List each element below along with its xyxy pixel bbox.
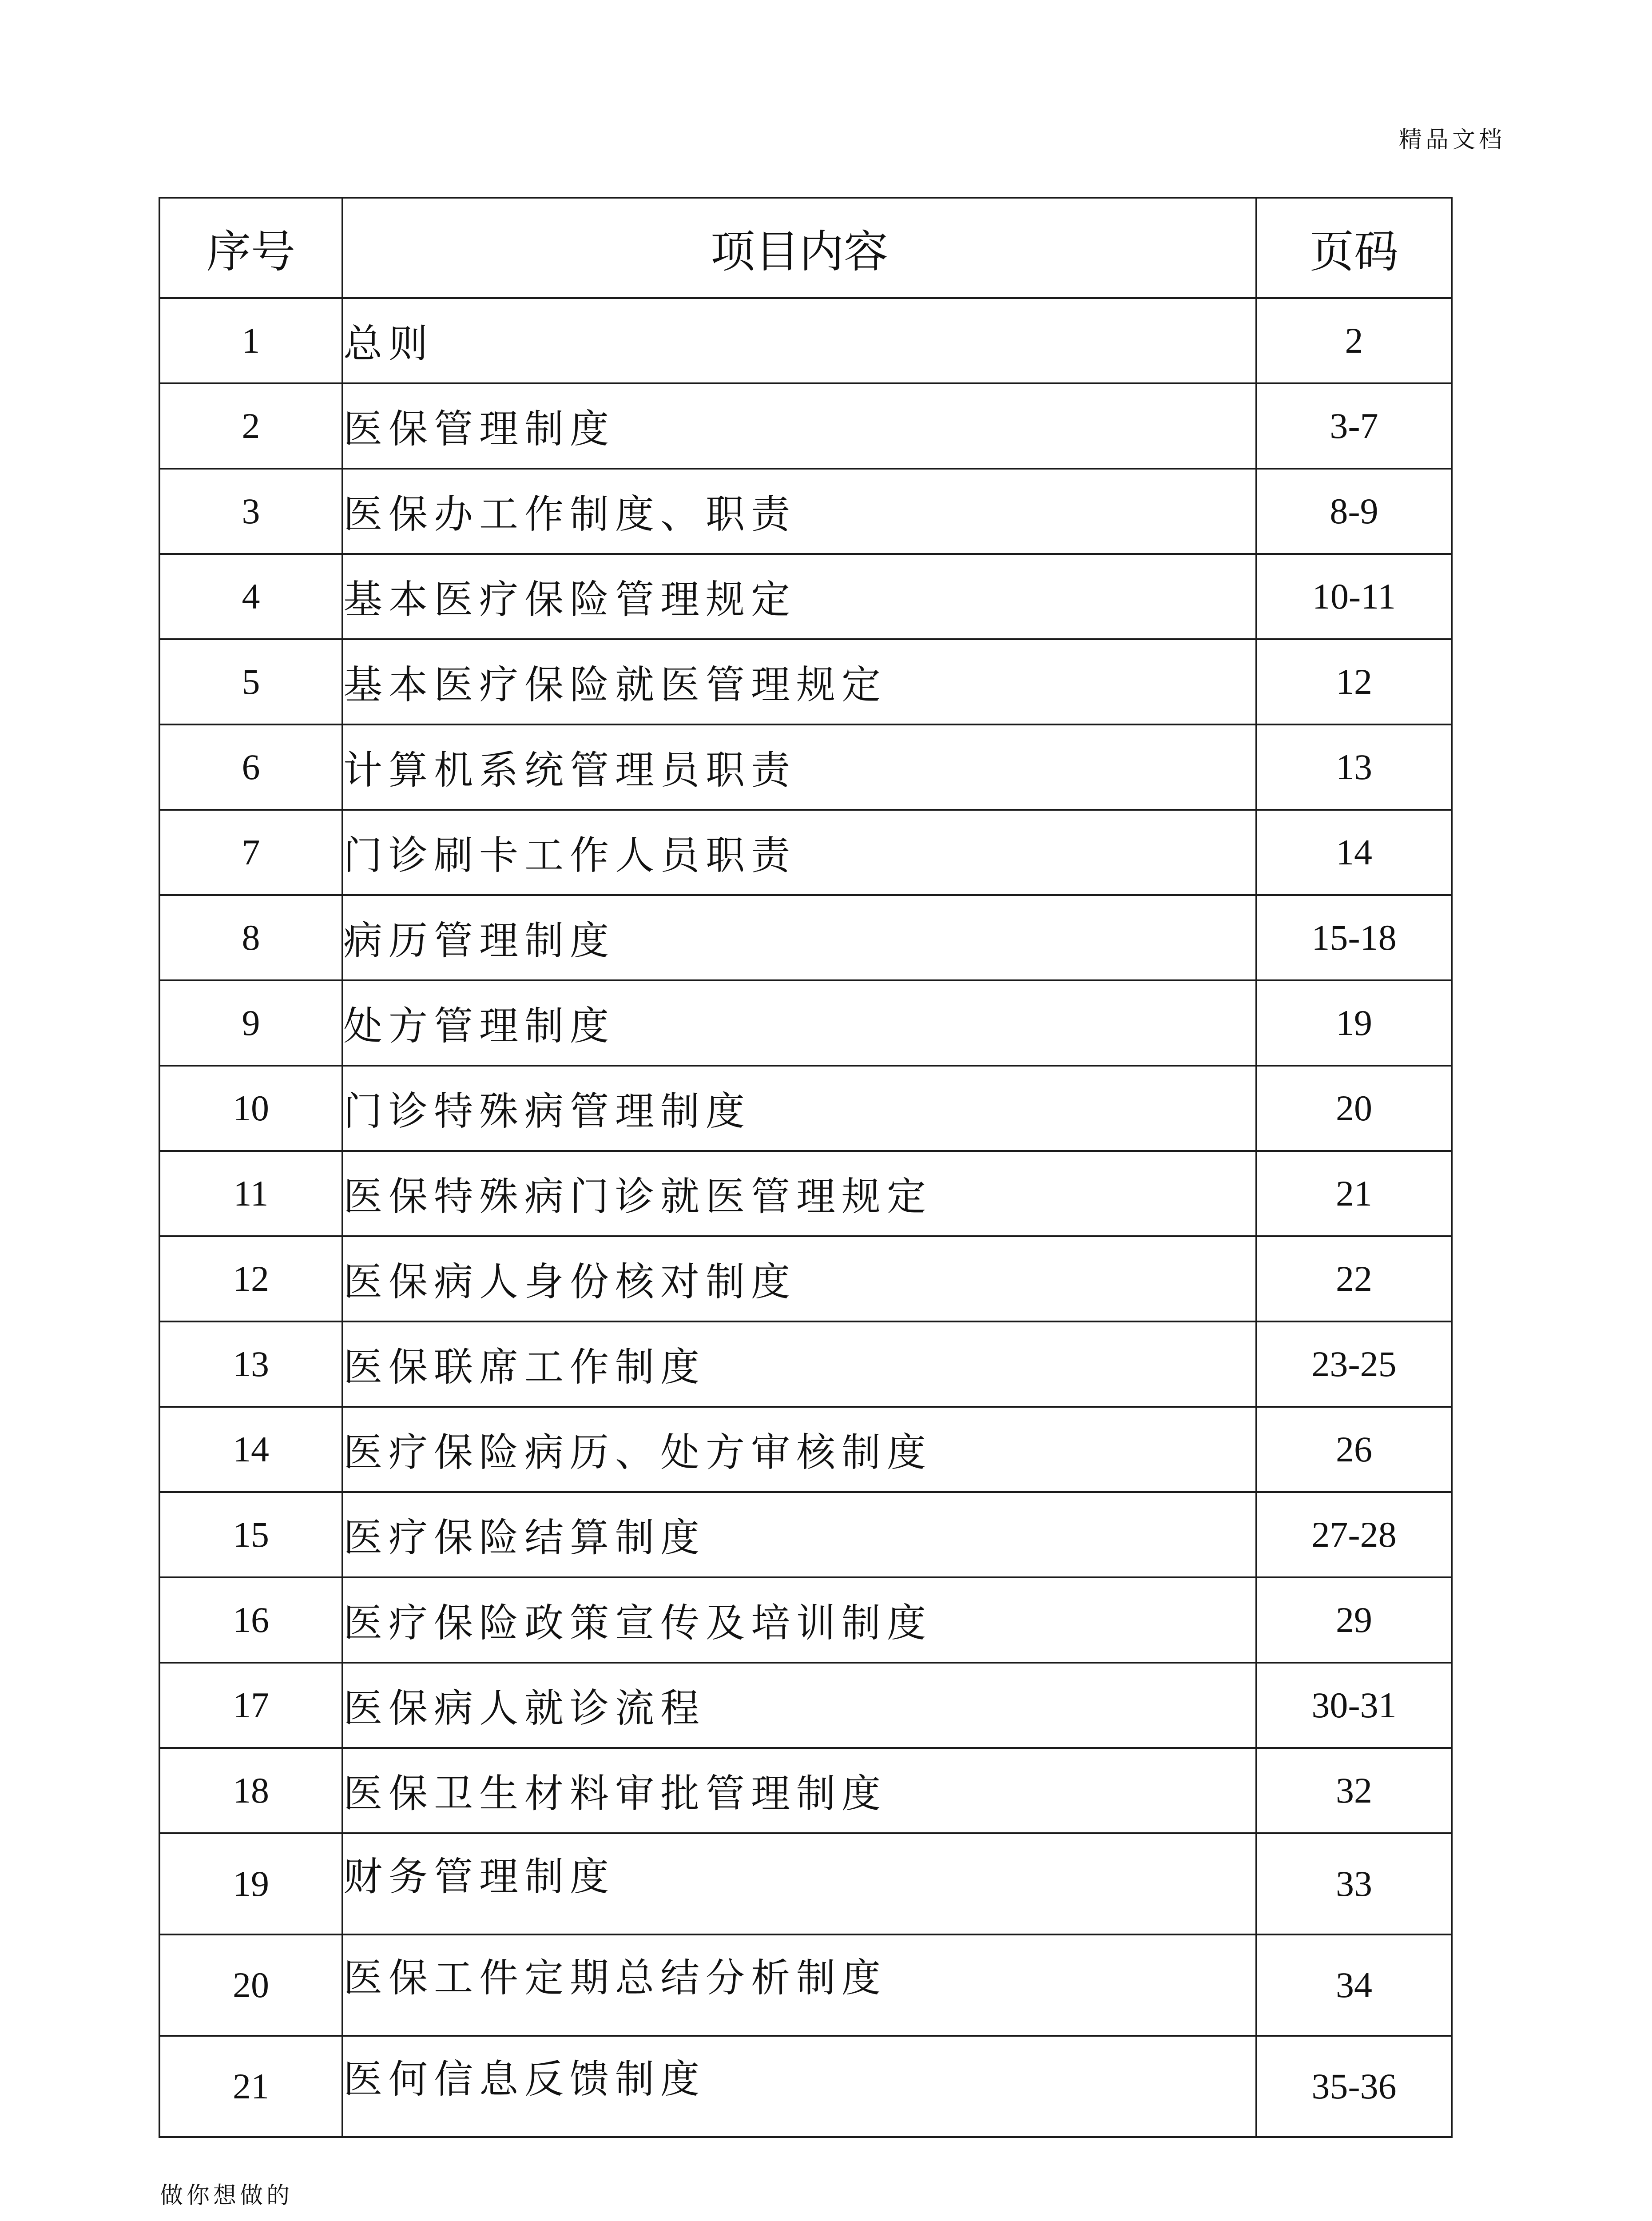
row-title: 医保特殊病门诊就医管理规定 (342, 1151, 1256, 1236)
row-num: 17 (159, 1663, 342, 1748)
table-row (159, 1236, 1452, 1321)
row-page: 14 (1256, 810, 1452, 895)
table-row (159, 639, 1452, 724)
row-page: 23-25 (1256, 1321, 1452, 1407)
table-row (159, 1492, 1452, 1577)
row-num: 13 (159, 1321, 342, 1407)
table-row (159, 2036, 1452, 2137)
row-page: 10-11 (1256, 554, 1452, 639)
row-page: 34 (1256, 1934, 1452, 2036)
table-row (159, 298, 1452, 383)
row-page: 21 (1256, 1151, 1452, 1236)
row-num: 16 (159, 1577, 342, 1663)
row-num: 14 (159, 1407, 342, 1492)
row-title: 总则 (342, 298, 1256, 383)
row-page: 33 (1256, 1833, 1452, 1934)
row-num: 5 (159, 639, 342, 724)
footer-text: 做你想做的 (160, 2182, 294, 2209)
row-title: 医保办工作制度、职责 (342, 469, 1256, 554)
table-row (159, 980, 1452, 1066)
row-num: 21 (159, 2036, 342, 2137)
row-num: 10 (159, 1066, 342, 1151)
row-page: 30-31 (1256, 1663, 1452, 1748)
header-page: 页码 (1256, 198, 1452, 298)
row-title: 医疗保险政策宣传及培训制度 (342, 1577, 1256, 1663)
row-num: 2 (159, 383, 342, 469)
table-row (159, 1577, 1452, 1663)
header-num: 序号 (159, 198, 342, 298)
row-page: 29 (1256, 1577, 1452, 1663)
row-page: 2 (1256, 298, 1452, 383)
table-row (159, 1407, 1452, 1492)
header-title: 项目内容 (342, 198, 1256, 298)
row-num: 4 (159, 554, 342, 639)
row-page: 8-9 (1256, 469, 1452, 554)
row-page: 27-28 (1256, 1492, 1452, 1577)
row-page: 19 (1256, 980, 1452, 1066)
row-title: 门诊特殊病管理制度 (342, 1066, 1256, 1151)
table-row (159, 1833, 1452, 1934)
row-title: 财务管理制度 (342, 1833, 1256, 1934)
row-num: 9 (159, 980, 342, 1066)
table-row (159, 724, 1452, 810)
row-num: 19 (159, 1833, 342, 1934)
row-title: 病历管理制度 (342, 895, 1256, 980)
table-row (159, 1663, 1452, 1748)
table-row (159, 1748, 1452, 1833)
row-num: 8 (159, 895, 342, 980)
row-title: 处方管理制度 (342, 980, 1256, 1066)
row-page: 3-7 (1256, 383, 1452, 469)
table-row (159, 1151, 1452, 1236)
table-row (159, 1321, 1452, 1407)
table-row (159, 810, 1452, 895)
row-title: 医疗保险结算制度 (342, 1492, 1256, 1577)
row-page: 35-36 (1256, 2036, 1452, 2137)
row-page: 26 (1256, 1407, 1452, 1492)
row-num: 3 (159, 469, 342, 554)
row-num: 18 (159, 1748, 342, 1833)
row-title: 医保工件定期总结分析制度 (342, 1934, 1256, 2036)
table-header-row (159, 198, 1452, 298)
row-title: 医何信息反馈制度 (342, 2036, 1256, 2137)
row-page: 15-18 (1256, 895, 1452, 980)
row-page: 22 (1256, 1236, 1452, 1321)
row-title: 计算机系统管理员职责 (342, 724, 1256, 810)
row-num: 11 (159, 1151, 342, 1236)
row-page: 32 (1256, 1748, 1452, 1833)
row-title: 医保联席工作制度 (342, 1321, 1256, 1407)
row-num: 7 (159, 810, 342, 895)
row-title: 医保病人就诊流程 (342, 1663, 1256, 1748)
row-num: 12 (159, 1236, 342, 1321)
row-num: 1 (159, 298, 342, 383)
row-title: 医疗保险病历、处方审核制度 (342, 1407, 1256, 1492)
header-text: 精品文档 (1398, 127, 1505, 153)
row-page: 12 (1256, 639, 1452, 724)
row-title: 医保病人身份核对制度 (342, 1236, 1256, 1321)
row-title: 医保卫生材料审批管理制度 (342, 1748, 1256, 1833)
row-page: 13 (1256, 724, 1452, 810)
table-row (159, 1934, 1452, 2036)
table-row (159, 895, 1452, 980)
row-num: 20 (159, 1934, 342, 2036)
table-row (159, 554, 1452, 639)
table-of-contents (159, 197, 1453, 2138)
row-page: 20 (1256, 1066, 1452, 1151)
table-row (159, 469, 1452, 554)
row-num: 15 (159, 1492, 342, 1577)
row-num: 6 (159, 724, 342, 810)
row-title: 基本医疗保险就医管理规定 (342, 639, 1256, 724)
table-row (159, 1066, 1452, 1151)
row-title: 基本医疗保险管理规定 (342, 554, 1256, 639)
row-title: 医保管理制度 (342, 383, 1256, 469)
row-title: 门诊刷卡工作人员职责 (342, 810, 1256, 895)
table-row (159, 383, 1452, 469)
